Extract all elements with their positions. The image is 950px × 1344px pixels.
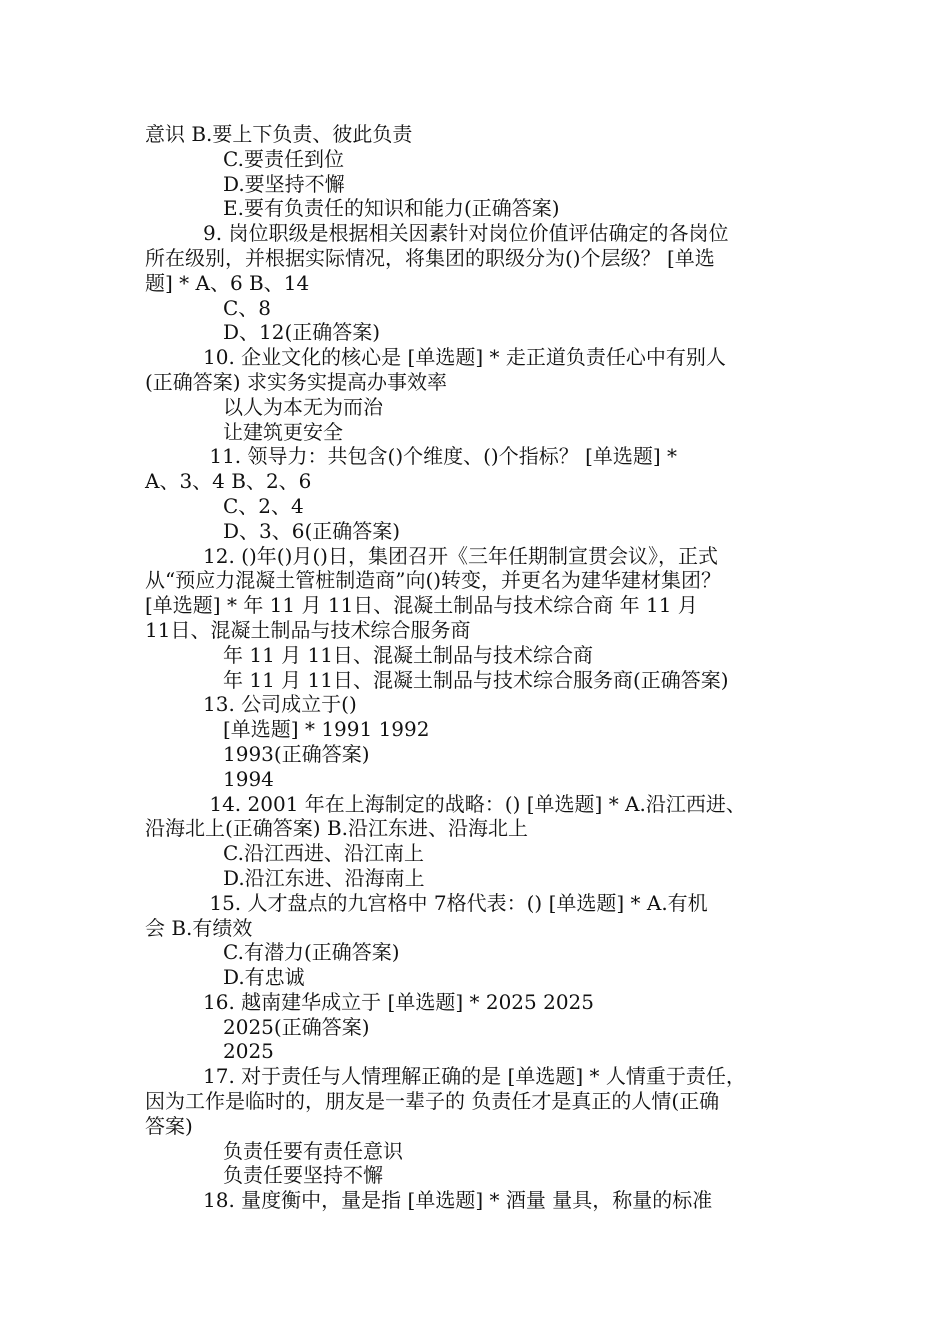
text-line: E.要有负责任的知识和能力(正确答案) — [223, 196, 560, 221]
text-line: C、8 — [223, 295, 272, 320]
text-line: 17. 对于责任与人情理解正确的是 [单选题] * 人情重于责任， — [203, 1064, 746, 1089]
text-line: D、3、6(正确答案) — [223, 518, 401, 543]
text-line: D.沿江东进、沿海南上 — [223, 865, 425, 890]
text-line: 2025(正确答案) — [223, 1014, 370, 1039]
text-line: 1993(正确答案) — [223, 741, 370, 766]
text-line: C.要责任到位 — [223, 146, 344, 171]
text-line: 年 11 月 11日、混凝土制品与技术综合商 — [223, 642, 593, 667]
text-line: 12. ()年()月()日，集团召开《三年任期制宣贯会议》，正式 — [203, 543, 718, 568]
text-line: 14. 2001 年在上海制定的战略：() [单选题] * A.沿江西进、 — [203, 791, 746, 816]
text-line: A、3、4 B、2、6 — [145, 469, 312, 494]
text-line: 18. 量度衡中，量是指 [单选题] * 酒量 量具，称量的标准 — [203, 1188, 713, 1213]
text-line: 让建筑更安全 — [223, 419, 343, 444]
text-line: 9. 岗位职级是根据相关因素针对岗位价值评估确定的各岗位 — [203, 221, 729, 246]
text-line: 沿海北上(正确答案) B.沿江东进、沿海北上 — [145, 816, 529, 841]
text-line: 16. 越南建华成立于 [单选题] * 2025 2025 — [203, 989, 594, 1014]
text-line: D.有忠诚 — [223, 965, 305, 990]
text-line: 意识 B.要上下负责、彼此负责 — [145, 122, 413, 146]
document-page — [145, 122, 825, 1213]
text-line: 13. 公司成立于() — [203, 692, 357, 717]
text-line: 15. 人才盘点的九宫格中 7格代表：() [单选题] * A.有机 — [203, 890, 708, 915]
text-line: D、12(正确答案) — [223, 320, 381, 345]
text-line: C.沿江西进、沿江南上 — [223, 841, 424, 866]
text-line: 从“预应力混凝土管桩制造商”向()转变，并更名为建华建材集团？ — [145, 568, 722, 593]
text-line: 因为工作是临时的，朋友是一辈子的 负责任才是真正的人情(正确 — [145, 1089, 720, 1114]
text-line: 负责任要有责任意识 — [223, 1138, 403, 1163]
text-line: 会 B.有绩效 — [145, 915, 253, 940]
text-line: 答案) — [145, 1113, 193, 1138]
text-line: [单选题] * 1991 1992 — [223, 717, 430, 742]
text-line: 负责任要坚持不懈 — [223, 1163, 383, 1188]
text-line: 年 11 月 11日、混凝土制品与技术综合服务商(正确答案) — [223, 667, 729, 692]
text-line: D.要坚持不懈 — [223, 171, 345, 196]
text-line: 题] * A、6 B、14 — [145, 270, 310, 295]
text-line: (正确答案) 求实务实提高办事效率 — [145, 369, 447, 394]
text-line: 以人为本无为而治 — [223, 394, 383, 419]
text-line: 11日、混凝土制品与技术综合服务商 — [145, 617, 471, 642]
text-line: 2025 — [223, 1039, 274, 1064]
text-line: C、2、4 — [223, 493, 304, 518]
text-line: 所在级别，并根据实际情况，将集团的职级分为()个层级？ [单选 — [145, 245, 715, 270]
text-line: C.有潜力(正确答案) — [223, 940, 400, 965]
text-line: [单选题] * 年 11 月 11日、混凝土制品与技术综合商 年 11 月 — [145, 593, 698, 618]
text-line: 10. 企业文化的核心是 [单选题] * 走正道负责任心中有别人 — [203, 345, 726, 370]
text-line: 11. 领导力：共包含()个维度、()个指标？ [单选题] * — [203, 444, 678, 469]
text-line: 1994 — [223, 766, 274, 791]
